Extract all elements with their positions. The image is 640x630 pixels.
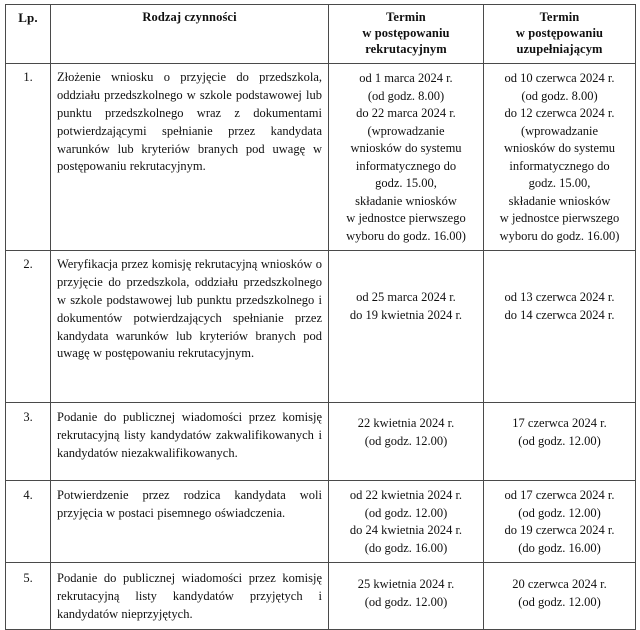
date-line: wniosków do systemu	[503, 141, 616, 155]
date-line: informatycznego do	[355, 158, 457, 173]
date-line: do 14 czerwca 2024 r.	[504, 307, 615, 322]
header-line: w postępowaniu	[515, 25, 604, 40]
date-line: (od godz. 12.00)	[518, 594, 601, 609]
date-line: w jednostce pierwszego	[346, 211, 466, 225]
date-line: (od godz. 12.00)	[364, 505, 448, 520]
header-line: Termin	[386, 10, 426, 24]
recruitment-schedule-table	[5, 4, 636, 630]
description-text: Weryfikacja przez komisję rekrutacyjną wniosków o przyjęcie do przedszkola, oddziału przedszkolnego w szkole podstawowej lub punktu przedszkolnego i dokumentów potwierdzających spełnianie przez kandydata warunków lub kryteriów branych pod uwagę w postępowaniu rekrutacyjnym.	[57, 257, 322, 361]
table-row	[6, 251, 636, 403]
date-line: 25 kwietnia 2024 r.	[357, 577, 455, 591]
row-description	[51, 563, 329, 630]
date-line: od 1 marca 2024 r.	[359, 71, 453, 85]
date-line: do 12 czerwca 2024 r.	[504, 106, 615, 120]
row-number: 1.	[6, 64, 51, 251]
row-termin-uzupelniajacy	[484, 563, 636, 630]
date-line: od 13 czerwca 2024 r.	[504, 290, 615, 304]
row-termin-uzupelniajacy	[484, 251, 636, 403]
date-line: od 25 marca 2024 r.	[356, 290, 456, 304]
row-termin-rekrutacyjny	[329, 481, 484, 563]
row-termin-rekrutacyjny	[329, 251, 484, 403]
date-line: wniosków do systemu	[350, 141, 462, 155]
date-line: (od godz. 12.00)	[518, 433, 601, 448]
table-row	[6, 563, 636, 630]
table-row	[6, 403, 636, 481]
date-line: godz. 15.00,	[528, 176, 591, 190]
date-line: od 17 czerwca 2024 r.	[504, 488, 615, 502]
row-number: 2.	[6, 251, 51, 403]
date-line: (od godz. 12.00)	[364, 433, 448, 448]
header-line: uzupełniającym	[516, 41, 603, 56]
row-number: 5.	[6, 563, 51, 630]
row-termin-rekrutacyjny	[329, 64, 484, 251]
row-termin-uzupelniajacy	[484, 481, 636, 563]
date-line: składanie wniosków	[508, 193, 611, 208]
date-line: (do godz. 16.00)	[518, 540, 601, 555]
date-line: do 24 kwietnia 2024 r.	[349, 523, 463, 537]
date-line: (do godz. 16.00)	[364, 540, 448, 555]
column-header-termin-rekrutacyjny	[329, 5, 484, 64]
column-header-rodzaj-czynnosci: Rodzaj czynności	[51, 5, 329, 64]
date-line: składanie wniosków	[355, 193, 457, 208]
date-line: wyboru do godz. 16.00)	[499, 228, 620, 243]
date-line: do 19 czerwca 2024 r.	[504, 523, 615, 537]
row-termin-rekrutacyjny	[329, 563, 484, 630]
date-line: 17 czerwca 2024 r.	[512, 416, 607, 430]
table-header-row	[6, 5, 636, 64]
header-line: w postępowaniu	[362, 25, 450, 40]
row-number: 3.	[6, 403, 51, 481]
description-text: Podanie do publicznej wiadomości przez komisję rekrutacyjną listy kandydatów przyjętych i kandydatów nieprzyjętych.	[57, 571, 322, 621]
description-text: Złożenie wniosku o przyjęcie do przedszkola, oddziału przedszkolnego w szkole podstawowej lub punktu przedszkolnego wraz z dokumentami potwierdzającymi spełnianie przez kandydata warunków lub kryteriów branych pod uwagę w postępowaniu rekrutacyjnym.	[57, 70, 322, 174]
date-line: (wprowadzanie	[367, 123, 445, 138]
date-line: od 10 czerwca 2024 r.	[504, 71, 615, 85]
row-description	[51, 481, 329, 563]
table-header	[6, 5, 636, 64]
table-row	[6, 481, 636, 563]
date-line: (od godz. 12.00)	[518, 505, 601, 520]
row-description	[51, 403, 329, 481]
header-line: Termin	[539, 10, 580, 24]
date-line: (od godz. 8.00)	[521, 88, 598, 103]
row-description	[51, 251, 329, 403]
row-termin-rekrutacyjny	[329, 403, 484, 481]
date-line: 22 kwietnia 2024 r.	[357, 416, 455, 430]
description-text: Podanie do publicznej wiadomości przez komisję rekrutacyjną listy kandydatów zakwalifikowanych i kandydatów niezakwalifikowanych.	[57, 410, 322, 460]
date-line: do 19 kwietnia 2024 r.	[349, 307, 463, 322]
date-line: 20 czerwca 2024 r.	[512, 577, 607, 591]
column-header-lp: Lp.	[6, 5, 51, 64]
date-line: godz. 15.00,	[375, 176, 437, 190]
date-line: wyboru do godz. 16.00)	[346, 228, 466, 243]
table-body	[6, 64, 636, 630]
date-line: informatycznego do	[509, 158, 610, 173]
date-line: od 22 kwietnia 2024 r.	[349, 488, 463, 502]
header-line: rekrutacyjnym	[365, 41, 447, 56]
row-number: 4.	[6, 481, 51, 563]
date-line: (wprowadzanie	[520, 123, 599, 138]
table-row	[6, 64, 636, 251]
row-termin-uzupelniajacy	[484, 403, 636, 481]
description-text: Potwierdzenie przez rodzica kandydata woli przyjęcia w postaci pisemnego oświadczenia.	[57, 488, 322, 520]
row-description	[51, 64, 329, 251]
date-line: w jednostce pierwszego	[499, 211, 620, 225]
date-line: do 22 marca 2024 r.	[356, 106, 456, 120]
date-line: (od godz. 8.00)	[367, 88, 445, 103]
row-termin-uzupelniajacy	[484, 64, 636, 251]
date-line: (od godz. 12.00)	[364, 594, 448, 609]
column-header-termin-uzupelniajacy	[484, 5, 636, 64]
